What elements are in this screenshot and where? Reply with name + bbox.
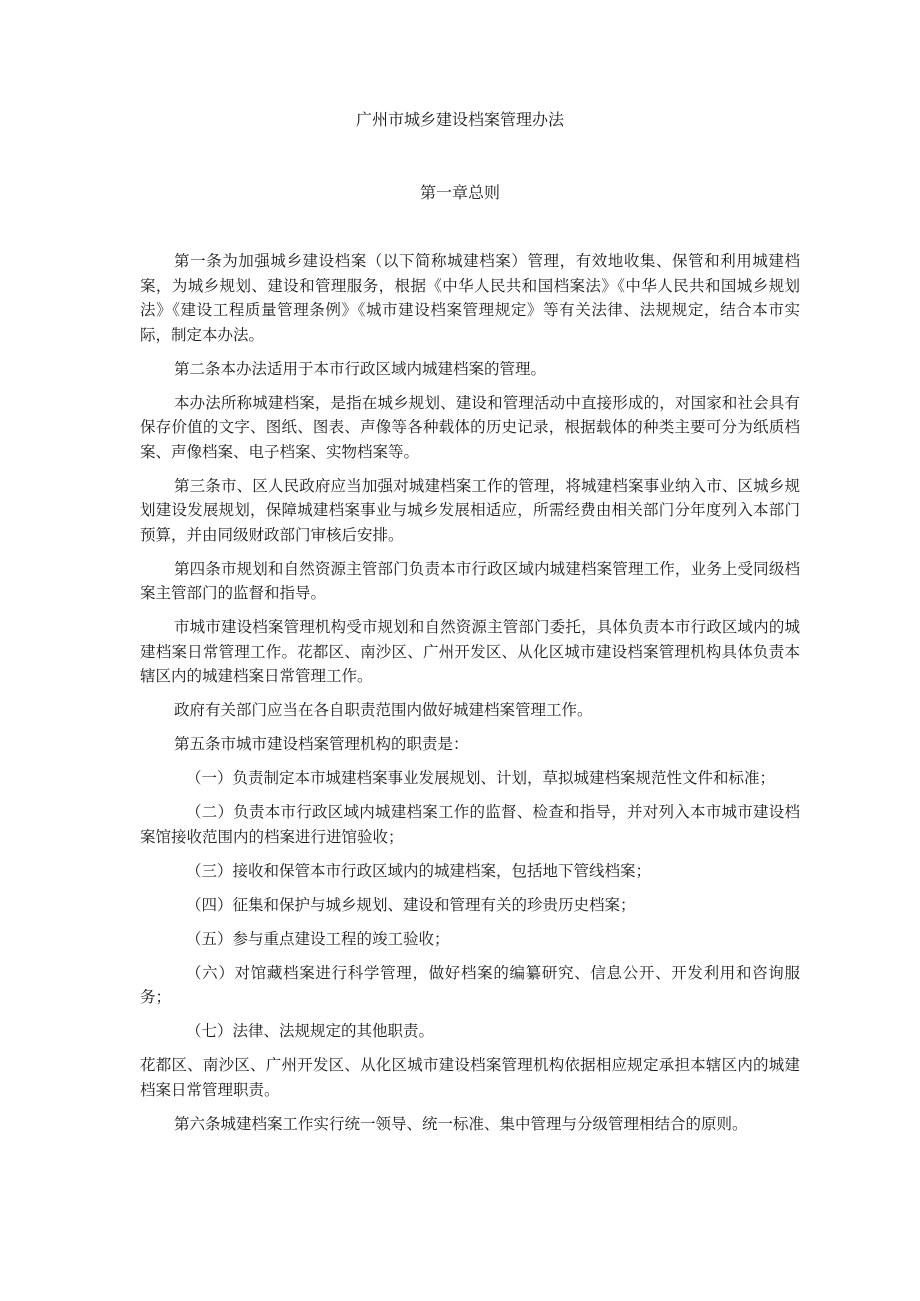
article-6-paragraph: 第六条城建档案工作实行统一领导、统一标准、集中管理与分级管理相结合的原则。 — [174, 1114, 748, 1133]
article-4-agency-paragraph: 市城市建设档案管理机构受市规划和自然资源主管部门委托，具体负责本市行政区域内的城建档案日常管理工作。花都区、南沙区、广州开发区、从化区城市建设档案管理机构具体负责本辖区内的城建档案日常管理工作。 — [140, 618, 800, 685]
document-title: 广州市城乡建设档案管理办法 — [355, 110, 564, 129]
article-1-paragraph: 第一条为加强城乡建设档案（以下简称城建档案）管理，有效地收集、保管和利用城建档案，为城乡规划、建设和管理服务，根据《中华人民共和国档案法》《中华人民共和国城乡规划法》《建设工程质量管理条例》《城市建设档案管理规定》等有关法律、法规规定，结合本市实际，制定本办法。 — [140, 252, 800, 344]
duty-item-4: （四）征集和保护与城乡规划、建设和管理有关的珍贵历史档案； — [186, 895, 636, 914]
duty-item-1: （一）负责制定本市城建档案事业发展规划、计划，草拟城建档案规范性文件和标准； — [186, 769, 776, 787]
chapter-title: 第一章总则 — [419, 183, 500, 202]
document-body — [140, 249, 800, 1146]
duty-item-2: （二）负责本市行政区域内城建档案工作的监督、检查和指导，并对列入本市城市建设档案馆接收范围内的档案进行进馆验收； — [140, 803, 800, 846]
duty-item-7: （七）法律、法规规定的其他职责。 — [186, 1022, 435, 1040]
article-4-paragraph: 第四条市规划和自然资源主管部门负责本市行政区域内城建档案管理工作，业务上受同级档案主管部门的监督和指导。 — [140, 559, 800, 602]
article-4-departments-paragraph: 政府有关部门应当在各自职责范围内做好城建档案管理工作。 — [174, 701, 593, 719]
article-2-paragraph: 第二条本办法适用于本市行政区域内城建档案的管理。 — [174, 359, 547, 378]
duty-item-5: （五）参与重点建设工程的竣工验收； — [186, 929, 450, 948]
article-3-paragraph: 第三条市、区人民政府应当加强对城建档案工作的管理，将城建档案事业纳入市、区城乡规划建设发展规划，保障城建档案事业与城乡发展相适应，所需经费由相关部门分年度列入本部门预算，并由同级财政部门审核后安排。 — [140, 476, 800, 544]
duty-item-6: （六）对馆藏档案进行科学管理，做好档案的编纂研究、信息公开、开发利用和咨询服务； — [140, 963, 800, 1006]
article-2-definition-paragraph: 本办法所称城建档案，是指在城乡规划、建设和管理活动中直接形成的，对国家和社会具有保存价值的文字、图纸、图表、声像等各种载体的历史记录，根据载体的种类主要可分为纸质档案、声像档案、电子档案、实物档案等。 — [140, 393, 800, 461]
district-agency-paragraph: 花都区、南沙区、广州开发区、从化区城市建设档案管理机构依据相应规定承担本辖区内的城建档案日常管理职责。 — [140, 1056, 800, 1099]
duty-item-3: （三）接收和保管本市行政区域内的城建档案，包括地下管线档案； — [186, 861, 652, 880]
article-5-paragraph: 第五条市城市建设档案管理机构的职责是： — [174, 735, 469, 753]
